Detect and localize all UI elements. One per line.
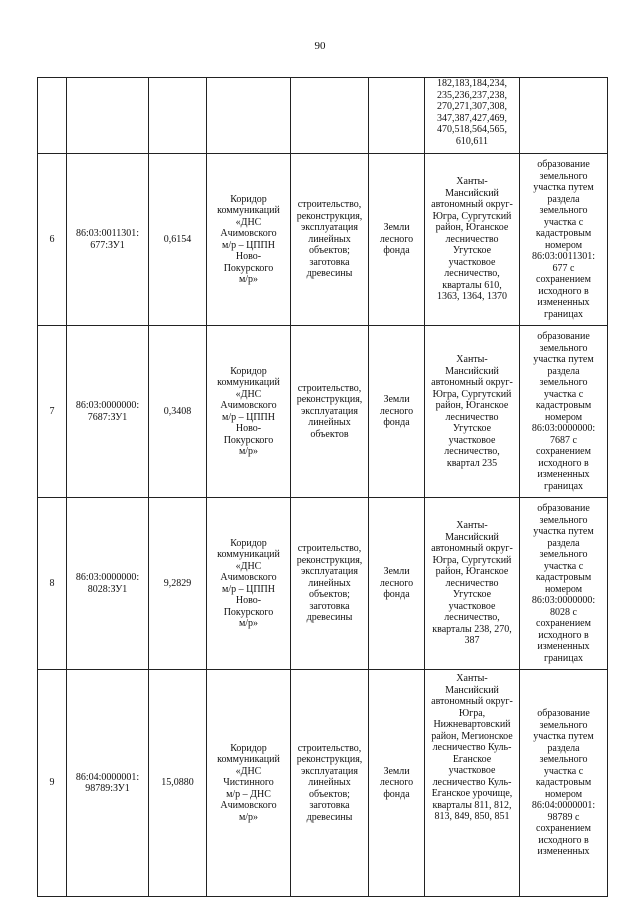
cell-number: 6	[38, 154, 67, 326]
cell-location: Ханты- Мансийский автономный округ- Югра, Сургутский район, Юганское лесничество Угутское участковое лесничество, кварталы 238, 270, 387	[425, 498, 520, 670]
cell-location: Ханты- Мансийский автономный округ- Югра, Сургутский район, Юганское лесничество Угутское участковое лесничество, квартал 235	[425, 326, 520, 498]
cell-object: Коридор коммуникаций «ДНС Ачимовского м/р – ЦППН Ново- Покурского м/р»	[207, 326, 291, 498]
cell-object: Коридор коммуникаций «ДНС Ачимовского м/р – ЦППН Ново- Покурского м/р»	[207, 154, 291, 326]
table-row-continuation	[38, 78, 608, 154]
cell-number: 9	[38, 670, 67, 897]
cell-condition: образование земельного участка путем раздела земельного участка с кадастровым номером 86:03:0000000: 8028 с сохранением исходного в измененных границах	[520, 498, 608, 670]
cell-condition	[520, 78, 608, 154]
cell-purpose	[291, 78, 369, 154]
cell-area: 0,3408	[149, 326, 207, 498]
cell-category: Земли лесного фонда	[369, 498, 425, 670]
table-row	[38, 154, 608, 326]
cell-purpose: строительство, реконструкция, эксплуатация линейных объектов; заготовка древесины	[291, 670, 369, 897]
cell-location: Ханты- Мансийский автономный округ- Югра, Сургутский район, Юганское лесничество Угутское участковое лесничество, кварталы 610, 1363, 1364, 1370	[425, 154, 520, 326]
cell-purpose: строительство, реконструкция, эксплуатация линейных объектов	[291, 326, 369, 498]
page-number: 90	[314, 40, 326, 52]
cell-category	[369, 78, 425, 154]
cell-cadastral: 86:03:0000000: 8028:ЗУ1	[67, 498, 149, 670]
cell-location: Ханты- Мансийский автономный округ- Югра, Нижневартовский район, Мегионское лесничество Куль- Еганское участковое лесничество Куль- Еганское урочище, кварталы 811, 812, 813, 849, 850, 851	[425, 670, 520, 897]
cell-cadastral: 86:03:0000000: 7687:ЗУ1	[67, 326, 149, 498]
cell-purpose: строительство, реконструкция, эксплуатация линейных объектов; заготовка древесины	[291, 498, 369, 670]
cell-area	[149, 78, 207, 154]
cell-cadastral	[67, 78, 149, 154]
cell-object	[207, 78, 291, 154]
cell-condition: образование земельного участка путем раздела земельного участка с кадастровым номером 86:03:0011301: 677 с сохранением исходного в измененных границах	[520, 154, 608, 326]
table-row	[38, 498, 608, 670]
cell-number: 7	[38, 326, 67, 498]
cell-area: 15,0880	[149, 670, 207, 897]
cell-area: 0,6154	[149, 154, 207, 326]
land-plots-table	[37, 77, 608, 897]
cell-category: Земли лесного фонда	[369, 154, 425, 326]
cell-condition: образование земельного участка путем раздела земельного участка с кадастровым номером 86:04:0000001: 98789 с сохранением исходного в измененных	[520, 670, 608, 897]
table-row	[38, 326, 608, 498]
cell-cadastral: 86:03:0011301: 677:ЗУ1	[67, 154, 149, 326]
cell-area: 9,2829	[149, 498, 207, 670]
cell-category: Земли лесного фонда	[369, 670, 425, 897]
cell-purpose: строительство, реконструкция, эксплуатация линейных объектов; заготовка древесины	[291, 154, 369, 326]
cell-location-quarters: 182,183,184,234, 235,236,237,238, 270,271,307,308, 347,387,427,469, 470,518,564,565, 610,611	[425, 78, 520, 154]
cell-condition: образование земельного участка путем раздела земельного участка с кадастровым номером 86:03:0000000: 7687 с сохранением исходного в измененных границах	[520, 326, 608, 498]
table-row	[38, 670, 608, 897]
cell-number	[38, 78, 67, 154]
cell-object: Коридор коммуникаций «ДНС Ачимовского м/р – ЦППН Ново- Покурского м/р»	[207, 498, 291, 670]
cell-number: 8	[38, 498, 67, 670]
cell-cadastral: 86:04:0000001: 98789:ЗУ1	[67, 670, 149, 897]
cell-object: Коридор коммуникаций «ДНС Чистинного м/р – ДНС Ачимовского м/р»	[207, 670, 291, 897]
cell-category: Земли лесного фонда	[369, 326, 425, 498]
